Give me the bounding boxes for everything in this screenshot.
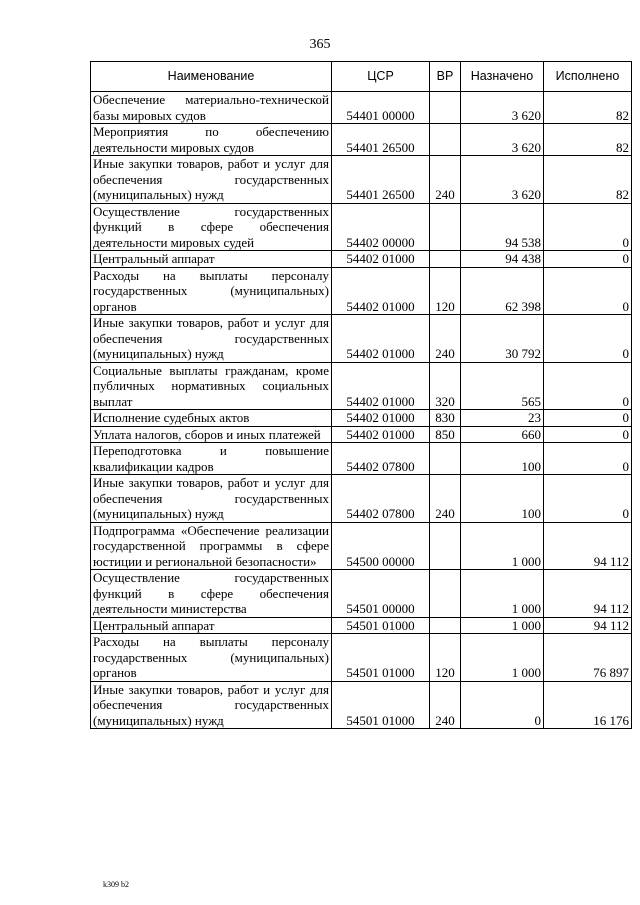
cell-executed: 94 112 <box>544 617 632 634</box>
header-assigned: Назначено <box>461 62 544 92</box>
cell-csr: 54501 00000 <box>332 570 430 618</box>
cell-executed: 82 <box>544 124 632 156</box>
cell-csr: 54402 01000 <box>332 410 430 427</box>
table-row <box>91 426 632 443</box>
cell-name: Переподготовка и повышение квалификации кадров <box>91 443 332 475</box>
table-row <box>91 475 632 523</box>
cell-executed: 0 <box>544 475 632 523</box>
cell-executed: 76 897 <box>544 634 632 682</box>
cell-vr: 320 <box>430 362 461 410</box>
table-row <box>91 315 632 363</box>
cell-vr: 240 <box>430 475 461 523</box>
cell-assigned: 1 000 <box>461 522 544 570</box>
cell-name: Осуществление государственных функций в сфере обеспечения деятельности мировых судей <box>91 203 332 251</box>
cell-name: Мероприятия по обеспечению деятельности мировых судов <box>91 124 332 156</box>
cell-name: Расходы на выплаты персоналу государственных (муниципальных) органов <box>91 634 332 682</box>
cell-executed: 0 <box>544 315 632 363</box>
table-row <box>91 362 632 410</box>
cell-vr <box>430 570 461 618</box>
cell-assigned: 1 000 <box>461 617 544 634</box>
cell-assigned: 94 438 <box>461 251 544 268</box>
cell-name: Центральный аппарат <box>91 617 332 634</box>
cell-csr: 54402 07800 <box>332 443 430 475</box>
cell-executed: 0 <box>544 426 632 443</box>
header-csr: ЦСР <box>332 62 430 92</box>
table-header-row <box>91 62 632 92</box>
cell-vr: 240 <box>430 315 461 363</box>
cell-csr: 54402 01000 <box>332 426 430 443</box>
cell-vr <box>430 124 461 156</box>
cell-name: Исполнение судебных актов <box>91 410 332 427</box>
cell-csr: 54401 26500 <box>332 156 430 204</box>
cell-csr: 54402 01000 <box>332 251 430 268</box>
header-vr: ВР <box>430 62 461 92</box>
cell-assigned: 1 000 <box>461 634 544 682</box>
cell-assigned: 62 398 <box>461 267 544 315</box>
cell-name: Иные закупки товаров, работ и услуг для обеспечения государственных (муниципальных) нужд <box>91 475 332 523</box>
cell-vr <box>430 617 461 634</box>
cell-executed: 82 <box>544 92 632 124</box>
cell-vr: 830 <box>430 410 461 427</box>
cell-csr: 54401 00000 <box>332 92 430 124</box>
cell-assigned: 100 <box>461 443 544 475</box>
cell-name: Уплата налогов, сборов и иных платежей <box>91 426 332 443</box>
cell-vr <box>430 92 461 124</box>
cell-assigned: 3 620 <box>461 124 544 156</box>
cell-vr <box>430 203 461 251</box>
cell-vr: 120 <box>430 267 461 315</box>
cell-csr: 54501 01000 <box>332 681 430 729</box>
table-row <box>91 522 632 570</box>
cell-name: Иные закупки товаров, работ и услуг для обеспечения государственных (муниципальных) нужд <box>91 315 332 363</box>
table-row <box>91 203 632 251</box>
cell-executed: 0 <box>544 251 632 268</box>
table-row <box>91 124 632 156</box>
table-row <box>91 251 632 268</box>
budget-table <box>90 61 632 729</box>
cell-assigned: 1 000 <box>461 570 544 618</box>
table-row <box>91 156 632 204</box>
cell-assigned: 565 <box>461 362 544 410</box>
cell-executed: 16 176 <box>544 681 632 729</box>
cell-name: Иные закупки товаров, работ и услуг для обеспечения государственных (муниципальных) нужд <box>91 681 332 729</box>
cell-executed: 82 <box>544 156 632 204</box>
table-row <box>91 681 632 729</box>
cell-vr: 850 <box>430 426 461 443</box>
cell-csr: 54402 07800 <box>332 475 430 523</box>
cell-vr <box>430 251 461 268</box>
cell-name: Социальные выплаты гражданам, кроме публичных нормативных социальных выплат <box>91 362 332 410</box>
table-row <box>91 267 632 315</box>
cell-vr: 240 <box>430 156 461 204</box>
cell-executed: 0 <box>544 410 632 427</box>
cell-name: Осуществление государственных функций в сфере обеспечения деятельности министерства <box>91 570 332 618</box>
cell-assigned: 3 620 <box>461 156 544 204</box>
cell-csr: 54501 01000 <box>332 617 430 634</box>
page-number: 365 <box>309 37 331 52</box>
cell-csr: 54402 01000 <box>332 362 430 410</box>
table-row <box>91 92 632 124</box>
cell-name: Иные закупки товаров, работ и услуг для обеспечения государственных (муниципальных) нужд <box>91 156 332 204</box>
cell-vr <box>430 522 461 570</box>
cell-csr: 54402 00000 <box>332 203 430 251</box>
footer-code: k309 b2 <box>103 880 129 889</box>
cell-vr <box>430 443 461 475</box>
cell-vr: 120 <box>430 634 461 682</box>
cell-executed: 0 <box>544 267 632 315</box>
cell-assigned: 0 <box>461 681 544 729</box>
table-row <box>91 410 632 427</box>
table-row <box>91 443 632 475</box>
cell-csr: 54401 26500 <box>332 124 430 156</box>
header-name: Наименование <box>91 62 332 92</box>
cell-name: Расходы на выплаты персоналу государственных (муниципальных) органов <box>91 267 332 315</box>
cell-csr: 54500 00000 <box>332 522 430 570</box>
table-row <box>91 634 632 682</box>
cell-executed: 0 <box>544 203 632 251</box>
header-executed: Исполнено <box>544 62 632 92</box>
cell-assigned: 94 538 <box>461 203 544 251</box>
cell-csr: 54501 01000 <box>332 634 430 682</box>
cell-name: Подпрограмма «Обеспечение реализации государственной программы в сфере юстиции и региональной безопасности» <box>91 522 332 570</box>
cell-name: Обеспечение материально-технической базы мировых судов <box>91 92 332 124</box>
cell-csr: 54402 01000 <box>332 315 430 363</box>
cell-assigned: 3 620 <box>461 92 544 124</box>
cell-executed: 94 112 <box>544 522 632 570</box>
table-row <box>91 617 632 634</box>
cell-name: Центральный аппарат <box>91 251 332 268</box>
cell-executed: 94 112 <box>544 570 632 618</box>
table-row <box>91 570 632 618</box>
table-body <box>91 92 632 729</box>
cell-assigned: 30 792 <box>461 315 544 363</box>
cell-vr: 240 <box>430 681 461 729</box>
cell-csr: 54402 01000 <box>332 267 430 315</box>
cell-executed: 0 <box>544 362 632 410</box>
cell-assigned: 100 <box>461 475 544 523</box>
cell-executed: 0 <box>544 443 632 475</box>
cell-assigned: 23 <box>461 410 544 427</box>
cell-assigned: 660 <box>461 426 544 443</box>
